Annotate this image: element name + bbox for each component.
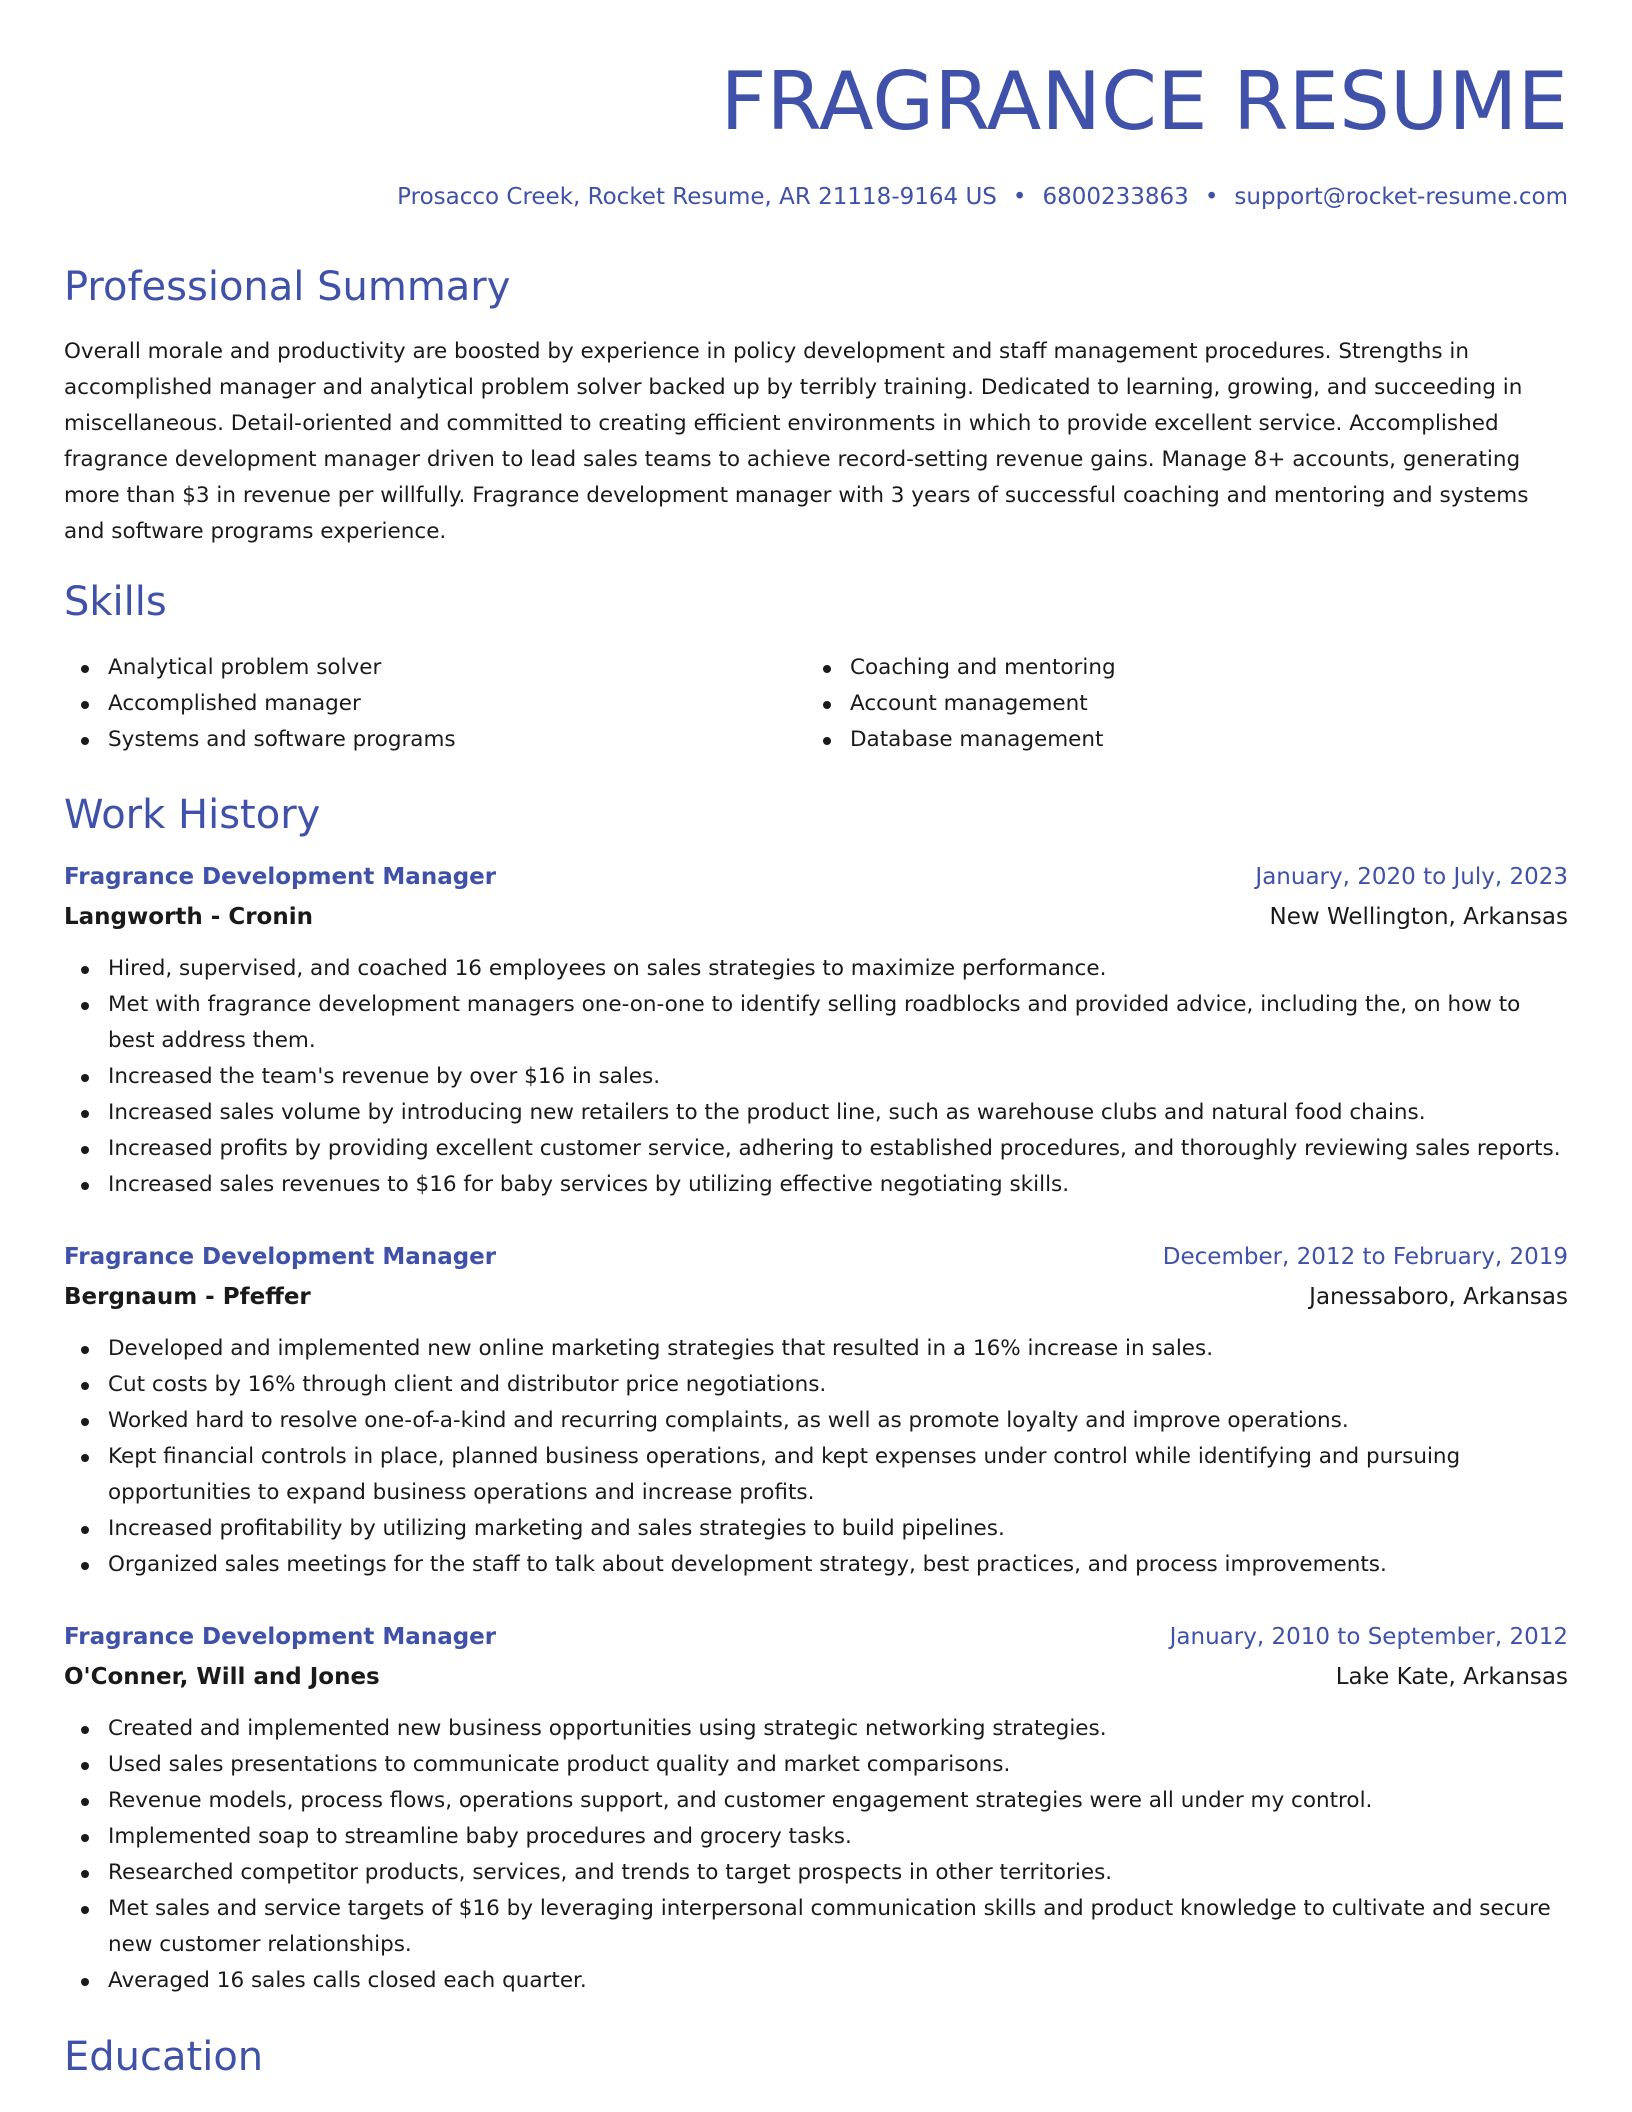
education-heading: Education — [64, 2034, 264, 2080]
skill-item: Coaching and mentoring — [806, 650, 1526, 686]
job-header — [64, 859, 1568, 899]
job-bullet: Increased profits by providing excellent customer service, adhering to established procedures, and thoroughly reviewing sales reports. — [64, 1131, 1568, 1167]
job-header — [64, 1619, 1568, 1659]
job-company: Bergnaum - Pfeffer — [64, 1284, 311, 1310]
contact-address: Prosacco Creek, Rocket Resume, AR 21118-9164 US — [397, 184, 997, 210]
skill-item: Account management — [806, 686, 1526, 722]
job-company: O'Conner, Will and Jones — [64, 1664, 380, 1690]
skill-item: Systems and software programs — [64, 722, 784, 758]
job-bullet: Increased profitability by utilizing marketing and sales strategies to build pipelines. — [64, 1511, 1568, 1547]
job-bullet: Used sales presentations to communicate product quality and market comparisons. — [64, 1747, 1568, 1783]
job-bullet: Met with fragrance development managers one-on-one to identify selling roadblocks and provided advice, including the, on how to best address them. — [64, 987, 1568, 1059]
job-company: Langworth - Cronin — [64, 904, 313, 930]
job-bullet: Organized sales meetings for the staff to talk about development strategy, best practices, and process improvements. — [64, 1547, 1568, 1583]
job-bullet: Developed and implemented new online marketing strategies that resulted in a 16% increase in sales. — [64, 1331, 1568, 1367]
job-bullet: Hired, supervised, and coached 16 employees on sales strategies to maximize performance. — [64, 951, 1568, 987]
job-bullets — [64, 951, 1568, 1203]
resume-page — [64, 0, 1568, 2112]
job-bullet: Researched competitor products, services, and trends to target prospects in other territories. — [64, 1855, 1568, 1891]
skills-list-left — [64, 650, 784, 758]
job-location: Lake Kate, Arkansas — [1335, 1664, 1568, 1690]
job-entry — [64, 1619, 1568, 1999]
job-subheader — [64, 1659, 1568, 1699]
job-location: New Wellington, Arkansas — [1269, 904, 1568, 930]
job-entry — [64, 859, 1568, 1203]
job-bullet: Averaged 16 sales calls closed each quarter. — [64, 1963, 1568, 1999]
job-title: Fragrance Development Manager — [64, 1244, 497, 1270]
work-history-heading: Work History — [64, 792, 321, 838]
job-bullet: Revenue models, process flows, operations support, and customer engagement strategies were all under my control. — [64, 1783, 1568, 1819]
job-dates: January, 2020 to July, 2023 — [1255, 864, 1568, 890]
contact-phone: 6800233863 — [1042, 184, 1189, 210]
summary-text: Overall morale and productivity are boosted by experience in policy development and staff management procedures. Strengths in accomplished manager and analytical problem solver backed up by terribly training. Dedicated to learning, growing, and succeeding in miscellaneous. Detail-oriented and committed to creating efficient environments in which to provide excellent service. Accomplished fragrance development manager driven to lead sales teams to achieve record-setting revenue gains. Manage 8+ accounts, generating more than $3 in revenue per willfully. Fragrance development manager with 3 years of successful coaching and mentoring and systems and software programs experience. — [64, 339, 1529, 544]
job-bullet: Worked hard to resolve one-of-a-kind and recurring complaints, as well as promote loyalty and improve operations. — [64, 1403, 1568, 1439]
job-subheader — [64, 899, 1568, 939]
contact-line — [397, 180, 1568, 214]
skill-item: Accomplished manager — [64, 686, 784, 722]
job-bullet: Increased the team's revenue by over $16 in sales. — [64, 1059, 1568, 1095]
job-bullet: Increased sales volume by introducing new retailers to the product line, such as warehouse clubs and natural food chains. — [64, 1095, 1568, 1131]
skill-item: Database management — [806, 722, 1526, 758]
job-bullet: Met sales and service targets of $16 by leveraging interpersonal communication skills and product knowledge to cultivate and secure new customer relationships. — [64, 1891, 1568, 1963]
job-bullet: Increased sales revenues to $16 for baby services by utilizing effective negotiating skills. — [64, 1167, 1568, 1203]
job-bullet: Created and implemented new business opportunities using strategic networking strategies. — [64, 1711, 1568, 1747]
job-subheader — [64, 1279, 1568, 1319]
job-dates: January, 2010 to September, 2012 — [1169, 1624, 1568, 1650]
skills-column-right — [806, 650, 1526, 758]
job-bullet: Kept financial controls in place, planned business operations, and kept expenses under control while identifying and pursuing opportunities to expand business operations and increase profits. — [64, 1439, 1568, 1511]
skill-item: Analytical problem solver — [64, 650, 784, 686]
skills-heading: Skills — [64, 579, 167, 625]
job-location: Janessaboro, Arkansas — [1309, 1284, 1568, 1310]
job-entry — [64, 1239, 1568, 1583]
resume-name: FRAGRANCE RESUME — [720, 55, 1568, 148]
contact-separator: • — [1204, 184, 1219, 210]
skills-list-right — [806, 650, 1526, 758]
skills-column-left — [64, 650, 784, 758]
contact-email[interactable]: support@rocket-resume.com — [1234, 184, 1568, 210]
summary-heading: Professional Summary — [64, 264, 511, 310]
job-bullet: Implemented soap to streamline baby procedures and grocery tasks. — [64, 1819, 1568, 1855]
job-bullets — [64, 1331, 1568, 1583]
job-header — [64, 1239, 1568, 1279]
job-title: Fragrance Development Manager — [64, 864, 497, 890]
job-bullet: Cut costs by 16% through client and distributor price negotiations. — [64, 1367, 1568, 1403]
contact-separator: • — [1012, 184, 1027, 210]
job-bullets — [64, 1711, 1568, 1999]
job-dates: December, 2012 to February, 2019 — [1162, 1244, 1568, 1270]
job-title: Fragrance Development Manager — [64, 1624, 497, 1650]
